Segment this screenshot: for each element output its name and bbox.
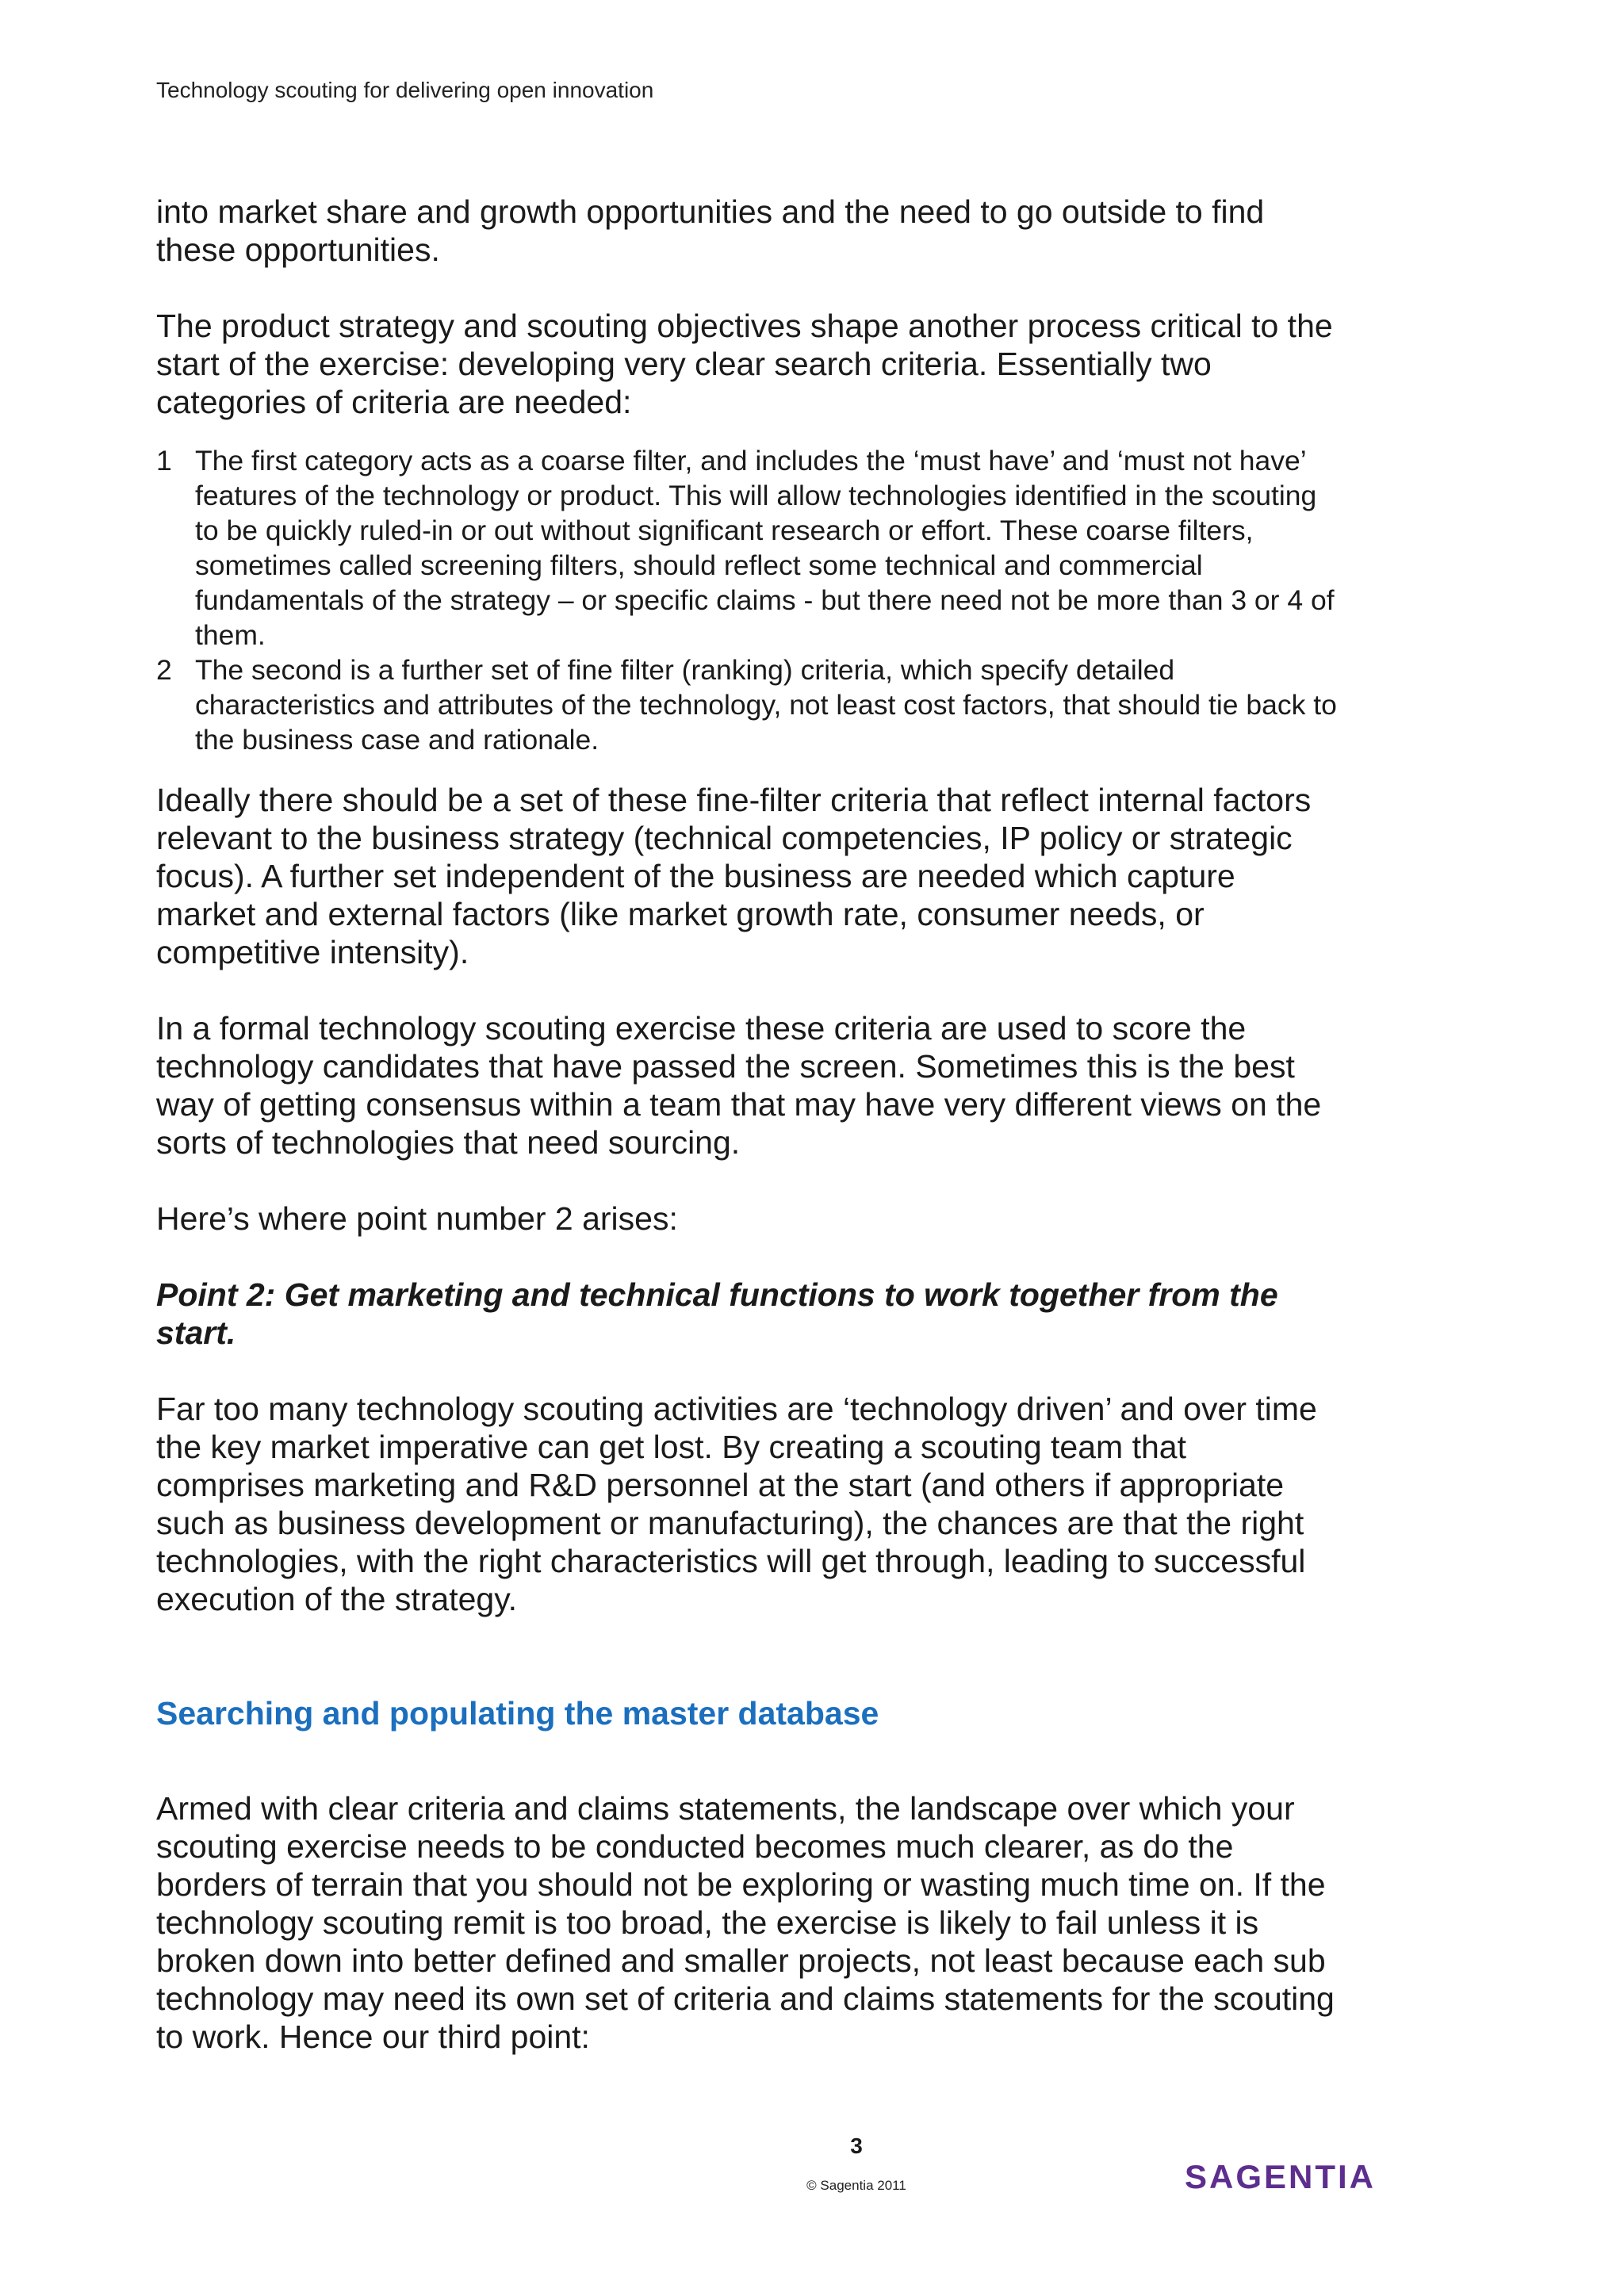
paragraph: Here’s where point number 2 arises: — [156, 1200, 678, 1237]
section-heading: Searching and populating the master database — [156, 1695, 879, 1732]
copyright: © Sagentia 2011 — [806, 2178, 906, 2193]
paragraph: Far too many technology scouting activities are ‘technology driven’ and over time the key market imperative can get lost. By creating a scouting team that comprises marketing and R&D personnel at the start (and others if appropriate such as business development or manufacturing), the chances are that the right technologies, with the right characteristics will get through, leading to successful execution of the strategy. — [156, 1391, 1317, 1617]
document-body — [156, 193, 1338, 2056]
page-number: 3 — [850, 2133, 863, 2158]
paragraph: Armed with clear criteria and claims statements, the landscape over which your scouting exercise needs to be conducted becomes much clearer, as do the borders of terrain that you should not be exploring or wasting much time on. If the technology scouting remit is too broad, the exercise is likely to fail unless it is broken down into better defined and smaller projects, not least because each sub technology may need its own set of criteria and claims statements for the scouting to work. Hence our third point: — [156, 1790, 1335, 2055]
list-number: 2 — [156, 654, 172, 686]
paragraph: into market share and growth opportunities and the need to go outside to find these opportunities. — [156, 193, 1265, 268]
list-item — [156, 443, 1338, 652]
paragraph: The product strategy and scouting objectives shape another process critical to the start of the exercise: developing very clear search criteria. Essentially two categories of criteria are needed: — [156, 308, 1333, 420]
paragraph: Ideally there should be a set of these fine-filter criteria that reflect internal factors relevant to the business strategy (technical competencies, IP policy or strategic focus). A further set independent of the business are needed which capture market and external factors (like market growth rate, consumer needs, or competitive intensity). — [156, 782, 1312, 970]
point-heading: Point 2: Get marketing and technical functions to work together from the start. — [156, 1276, 1278, 1351]
paragraph: In a formal technology scouting exercise these criteria are used to score the technology candidates that have passed the screen. Sometimes this is the best way of getting consensus within a team that may have very different views on the sorts of technologies that need sourcing. — [156, 1010, 1322, 1161]
criteria-list — [156, 443, 1338, 757]
list-item-text: The first category acts as a coarse filter, and includes the ‘must have’ and ‘must not have’ features of the technology or product. This will allow technologies identified in the scouting to be quickly ruled-in or out without significant research or effort. These coarse filters, sometimes called screening filters, should reflect some technical and commercial fundamentals of the strategy – or specific claims - but there need not be more than 3 or 4 of them. — [195, 445, 1335, 651]
list-item — [156, 652, 1338, 757]
page-header: Technology scouting for delivering open innovation — [156, 78, 654, 102]
sagentia-logo: SAGENTIA — [1185, 2158, 1377, 2195]
list-number: 1 — [156, 445, 172, 476]
list-item-text: The second is a further set of fine filter (ranking) criteria, which specify detailed characteristics and attributes of the technology, not least cost factors, that should tie back to the business case and rationale. — [195, 654, 1337, 756]
